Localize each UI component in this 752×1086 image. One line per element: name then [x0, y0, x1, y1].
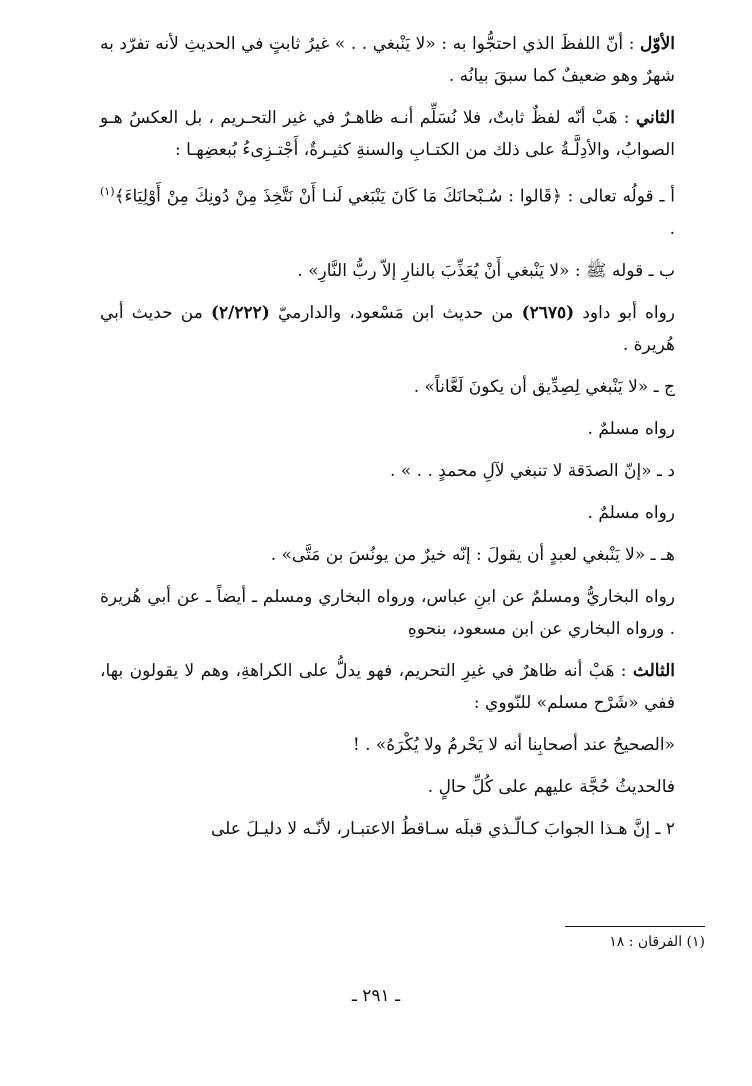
list-item-tail: . [669, 218, 675, 239]
source-note-e [100, 581, 705, 645]
paragraph-text: : هَبْ أنّه لفظٌ ثابتٌ، فلا نُسَلِّم أنـه ظاهـرٌ في غير التحـريم ، بل العكسُ هـو الصوابُ، والأدِلَّـةُ على ذلك من الكتـابِ والسنةِ كثيـرةٌ، أَجْتـزِىءُ بُبعضِهـا : [100, 108, 675, 160]
source-text-before: رواه أبو داود [582, 302, 676, 323]
paragraph-lead: الثالث [632, 660, 676, 681]
list-item-hadith-e [100, 539, 705, 571]
paragraph-second-objection [100, 102, 705, 166]
list-item-text: أ ـ قولُه تعالى : ﴿قَالوا : سُـبْحانَكَ مَا كَانَ يَنْبَغي لَنـا أَنْ نَتَّخِذَ مِنْ دُونِكَ مِنْ أَوْلِيَاءَ﴾ [114, 186, 675, 207]
conclusion-text: فالحديثُ حُجَّة عليهم على كُلِّ حالٍ . [427, 776, 675, 797]
list-item-hadith-c [100, 371, 705, 403]
source-text: رواه مسلمٌ . [587, 418, 675, 439]
paragraph-text: ٢ ـ إنَّ هـذا الجوابَ كـالّـذي قبلَه سـاقطُ الاعتبـار، لأنّـه لا دليـلَ على [210, 818, 675, 839]
source-number-1: (٢٦٧٥) [521, 302, 575, 323]
page-body [100, 28, 705, 855]
list-item-text: د ـ «إنّ الصدَقة لا تنبغي لآلِ محمدٍ . . » . [390, 460, 675, 481]
conclusion-line [100, 771, 705, 803]
page-number: ـ ٢٩١ ـ [351, 986, 401, 1006]
source-text: رواه البخاريُّ ومسلمٌ عن ابنِ عباس، ورواه البخاري ومسلم ـ أيضاً ـ عن أبي هُريرة . ورواه البخاري عن ابن مسعود، بنحوهِ [100, 586, 675, 639]
paragraph-text: : هَبْ أنه ظاهرٌ في غيرِ التحريم، فهو يدلُّ على الكراهةِ، وهم لا يقولون بها، ففي «شَرْح مسلم» للنّووي : [100, 660, 675, 713]
paragraph-first-objection [100, 28, 705, 92]
list-item-text: ج ـ «لا يَنْبغي لِصِدِّيق أن يكونَ لَعَّاناً» . [413, 376, 675, 397]
paragraph-lead: الثاني [635, 108, 675, 128]
quotation-nawawi [100, 729, 705, 761]
paragraph-text: : أنّ اللفظَ الذي احتجُّوا به : «لا يَنْبغي . . » غيرُ ثابتٍ في الحديثِ لأنه تفرّد به شهرٌ وهو ضعيفٌ كما سبقَ بيانُه . [100, 34, 675, 86]
quotation-text: «الصحيحُ عند أصحابِنا أنه لا يَحْرمُ ولا يُكْرَهُ» . ! [352, 734, 675, 755]
footnote-ref: (١) [100, 185, 115, 198]
source-text-middle: من حديث ابن مَسْعود، والدارميّ [277, 302, 514, 323]
source-text: رواه مسلمٌ . [587, 502, 675, 523]
source-number-2: (٢/٢٢٢) [210, 302, 270, 323]
paragraph-third-objection [100, 655, 705, 719]
paragraph-numbered-2 [100, 813, 705, 845]
list-item-text: هـ ـ «لا يَنْبغي لعبدٍ أن يقولَ : إنّه خيرٌ من يونُسَ بن مَتَّى» . [270, 544, 675, 565]
source-note-c [100, 413, 705, 445]
footnote-divider [565, 926, 705, 927]
paragraph-lead: الأوّل [640, 34, 675, 54]
list-item-text: ب ـ قوله ﷺ : «لا يَنْبغي أَنْ يُعَذِّبَ بالنارِ إلاّ ربُّ النَّارِ» . [297, 260, 675, 281]
source-note-d [100, 497, 705, 529]
source-text-after: من حديث أبي هُريرة . [100, 302, 675, 355]
list-item-hadith-b [100, 255, 705, 287]
source-note-b [100, 297, 705, 361]
list-item-hadith-d [100, 455, 705, 487]
footnote: (١) الفرقان : ١٨ [609, 934, 705, 950]
list-item-quran-verse [100, 176, 705, 245]
